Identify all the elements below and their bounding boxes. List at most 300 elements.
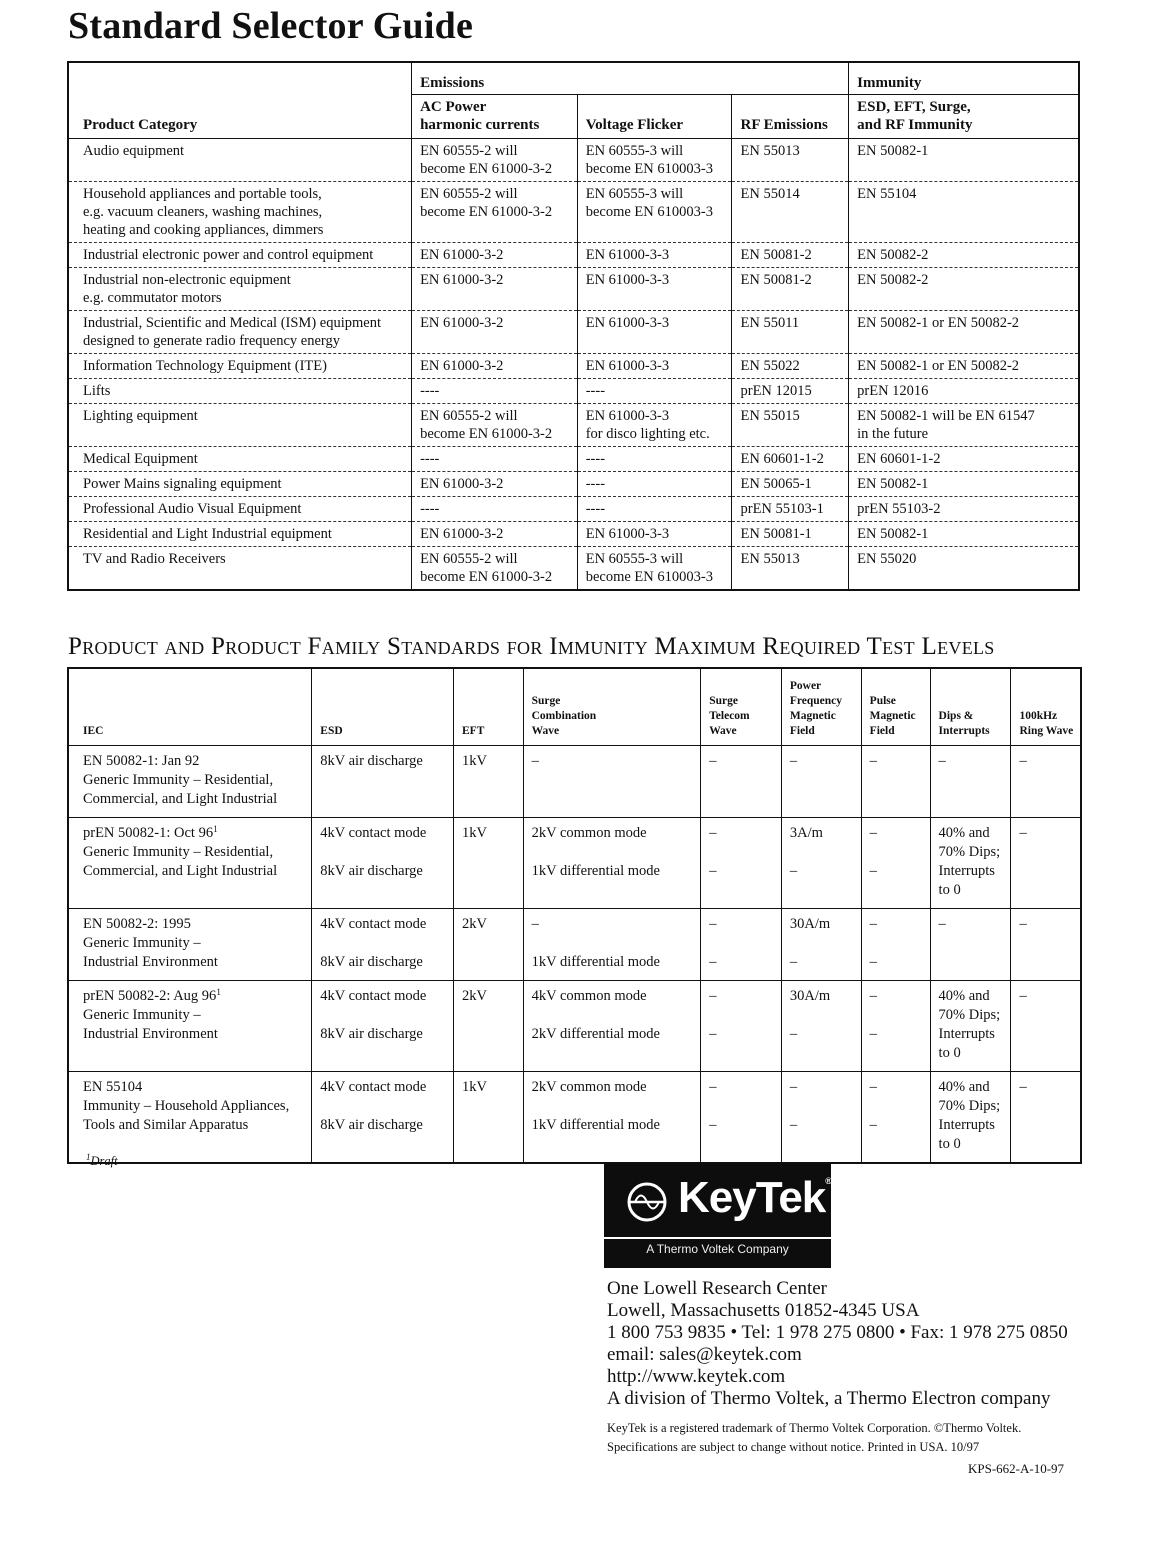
table-row bbox=[68, 243, 1079, 268]
esd-cell bbox=[312, 908, 454, 980]
cell-text: – bbox=[938, 752, 946, 769]
cell-text: EN 61000-3-3 bbox=[585, 526, 670, 542]
cell-text: EN 60555-3 will bbox=[585, 143, 684, 159]
header-text: Field bbox=[869, 724, 895, 737]
cell-text: Household appliances and portable tools, bbox=[83, 186, 322, 202]
dips-interrupts-cell bbox=[930, 817, 1011, 908]
header-text: Frequency bbox=[789, 694, 843, 707]
header-text: 100kHz bbox=[1019, 709, 1058, 722]
cell-text: to 0 bbox=[938, 1044, 961, 1061]
cell-text: 30A/m bbox=[789, 987, 831, 1004]
pulse-magnetic-header bbox=[861, 668, 930, 745]
cell-text: – bbox=[709, 987, 717, 1004]
cell-text: to 0 bbox=[938, 1135, 961, 1152]
table-row bbox=[68, 1071, 1081, 1163]
cell-text: 1kV bbox=[462, 752, 487, 769]
pulse-magnetic-cell bbox=[861, 817, 930, 908]
address-line: One Lowell Research Center bbox=[607, 1278, 827, 1299]
iec-standard-cell bbox=[68, 745, 312, 817]
magnetic-field-cell bbox=[781, 817, 861, 908]
cell-text: become EN 610003-3 bbox=[585, 204, 713, 220]
harmonic-currents-cell bbox=[412, 379, 578, 404]
spacer bbox=[532, 1006, 697, 1025]
immunity-cell bbox=[849, 182, 1079, 243]
spacer bbox=[790, 934, 857, 953]
cell-text: – bbox=[1019, 915, 1027, 932]
voltage-flicker-cell bbox=[577, 354, 732, 379]
cell-text: Medical Equipment bbox=[83, 451, 198, 467]
cell-text: – bbox=[869, 953, 877, 970]
harmonic-currents-cell bbox=[412, 139, 578, 182]
fine-print bbox=[607, 1419, 1021, 1457]
cell-text: Commercial, and Light Industrial bbox=[83, 790, 278, 807]
table-row bbox=[68, 404, 1079, 447]
magnetic-field-cell bbox=[781, 745, 861, 817]
cell-text: ---- bbox=[585, 501, 606, 517]
cell-text: Generic Immunity – Residential, bbox=[83, 771, 274, 788]
voltage-flicker-cell bbox=[577, 447, 732, 472]
cell-text: 2kV bbox=[462, 915, 487, 932]
cell-text: EN 61000-3-3 bbox=[585, 315, 670, 331]
cell-text: 40% and bbox=[938, 987, 990, 1004]
cell-text: EN 55104 bbox=[857, 186, 917, 202]
cell-text: become EN 610003-3 bbox=[585, 161, 713, 177]
harmonic-currents-cell bbox=[412, 182, 578, 243]
address-line: http://www.keytek.com bbox=[607, 1366, 786, 1387]
cell-text: become EN 61000-3-2 bbox=[420, 161, 553, 177]
cell-text: Industrial electronic power and control equipment bbox=[83, 247, 374, 263]
rf-emissions-header: RF Emissions bbox=[732, 95, 849, 139]
voltage-flicker-cell bbox=[577, 243, 732, 268]
keytek-emblem-icon bbox=[626, 1181, 668, 1223]
section-subtitle: Product and Product Family Standards for Immunity Maximum Required Test Levels bbox=[68, 633, 995, 660]
cell-text: become EN 61000-3-2 bbox=[420, 426, 553, 442]
cell-text: EN 55014 bbox=[740, 186, 800, 202]
table-row bbox=[68, 817, 1081, 908]
surge-telecom-cell bbox=[701, 908, 782, 980]
cell-text: Interrupts bbox=[938, 1025, 995, 1042]
cell-text: EN 61000-3-3 bbox=[585, 272, 670, 288]
product-category-cell bbox=[68, 268, 412, 311]
surge-telecom-header bbox=[701, 668, 782, 745]
cell-text: Lighting equipment bbox=[83, 408, 198, 424]
surge-combination-cell bbox=[523, 980, 701, 1071]
cell-text: 4kV contact mode bbox=[320, 1078, 427, 1095]
cell-text: Industrial, Scientific and Medical (ISM) equipment bbox=[83, 315, 381, 331]
ring-wave-cell bbox=[1011, 817, 1081, 908]
spacer bbox=[709, 843, 777, 862]
ring-wave-cell bbox=[1011, 745, 1081, 817]
footnote-marker: 1 bbox=[216, 986, 221, 997]
spacer bbox=[709, 1097, 777, 1116]
cell-text: – bbox=[869, 824, 877, 841]
cell-text: ---- bbox=[585, 451, 606, 467]
cell-text: – bbox=[789, 752, 798, 769]
cell-text: e.g. vacuum cleaners, washing machines, bbox=[83, 204, 323, 220]
voltage-flicker-cell bbox=[577, 379, 732, 404]
pulse-magnetic-cell bbox=[861, 745, 930, 817]
cell-text: EN 50082-2: 1995 bbox=[83, 915, 191, 932]
cell-text: EN 55020 bbox=[857, 551, 917, 567]
surge-combination-cell bbox=[523, 817, 701, 908]
cell-text: 70% Dips; bbox=[938, 1097, 1001, 1114]
cell-text: EN 61000-3-2 bbox=[420, 358, 504, 374]
header-text: Magnetic bbox=[869, 709, 916, 722]
power-frequency-magnetic-header bbox=[781, 668, 861, 745]
immunity-cell bbox=[849, 379, 1079, 404]
header-text: Telecom bbox=[709, 709, 750, 722]
cell-text: EN 50082-2 bbox=[857, 247, 929, 263]
spacer bbox=[532, 934, 697, 953]
spacer bbox=[320, 934, 449, 953]
cell-text: ---- bbox=[420, 501, 440, 517]
draft-footnote: $^1$Draft bbox=[86, 1152, 118, 1168]
table-row bbox=[68, 354, 1079, 379]
header-text: Dips & bbox=[938, 709, 974, 722]
harmonic-currents-cell bbox=[412, 311, 578, 354]
ring-wave-header bbox=[1011, 668, 1081, 745]
logo-divider bbox=[604, 1237, 831, 1239]
rf-emissions-cell bbox=[732, 354, 849, 379]
table2-header-row bbox=[68, 668, 1081, 745]
voltage-flicker-cell bbox=[577, 182, 732, 243]
blank-header-cell bbox=[68, 62, 412, 95]
immunity-cell bbox=[849, 243, 1079, 268]
ac-power-header: AC Power harmonic currents bbox=[412, 95, 578, 139]
cell-text: designed to generate radio frequency energy bbox=[83, 333, 340, 349]
cell-text: Residential and Light Industrial equipment bbox=[83, 526, 332, 542]
footnote-marker: 1 bbox=[213, 823, 218, 834]
cell-text: EN 55015 bbox=[740, 408, 800, 424]
eft-cell bbox=[454, 817, 524, 908]
cell-text: EN 50082-1 bbox=[857, 526, 929, 542]
cell-text: 4kV contact mode bbox=[320, 824, 427, 841]
cell-text: – bbox=[1019, 824, 1027, 841]
cell-text: EN 60601-1-2 bbox=[857, 451, 941, 467]
immunity-cell bbox=[849, 311, 1079, 354]
table1-body bbox=[68, 139, 1079, 591]
eft-cell bbox=[454, 980, 524, 1071]
header-text: ESD bbox=[320, 724, 343, 737]
product-category-cell bbox=[68, 379, 412, 404]
rf-emissions-cell bbox=[732, 472, 849, 497]
harmonic-currents-cell bbox=[412, 404, 578, 447]
harmonic-currents-cell bbox=[412, 268, 578, 311]
immunity-cell bbox=[849, 354, 1079, 379]
spacer bbox=[320, 1097, 449, 1116]
surge-combination-cell bbox=[523, 745, 701, 817]
header-text: Interrupts bbox=[938, 724, 990, 737]
voltage-flicker-cell bbox=[577, 522, 732, 547]
cell-text: for disco lighting etc. bbox=[585, 426, 710, 442]
header-text: Power bbox=[789, 679, 822, 692]
cell-text: – bbox=[938, 915, 946, 932]
voltage-flicker-cell bbox=[577, 404, 732, 447]
cell-text: 4kV contact mode bbox=[320, 915, 427, 932]
cell-text: EN 55104 bbox=[83, 1078, 143, 1095]
magnetic-field-cell bbox=[781, 980, 861, 1071]
rf-emissions-cell bbox=[732, 243, 849, 268]
magnetic-field-cell bbox=[781, 1071, 861, 1163]
immunity-group-header: Immunity bbox=[849, 62, 1079, 95]
table-row bbox=[68, 447, 1079, 472]
cell-text: EN 61000-3-2 bbox=[420, 272, 504, 288]
immunity-cell bbox=[849, 522, 1079, 547]
spacer bbox=[320, 1006, 449, 1025]
cell-text: Generic Immunity – Residential, bbox=[83, 843, 274, 860]
cell-text: – bbox=[709, 915, 717, 932]
ring-wave-cell bbox=[1011, 1071, 1081, 1163]
cell-text: 70% Dips; bbox=[938, 1006, 1001, 1023]
rf-emissions-cell bbox=[732, 522, 849, 547]
surge-telecom-cell bbox=[701, 980, 782, 1071]
cell-text: – bbox=[709, 862, 717, 879]
cell-text: ---- bbox=[420, 383, 440, 399]
cell-text: 8kV air discharge bbox=[320, 862, 423, 879]
cell-text: Professional Audio Visual Equipment bbox=[83, 501, 302, 517]
cell-text: 4kV contact mode bbox=[320, 987, 427, 1004]
product-category-cell bbox=[68, 139, 412, 182]
cell-text: Lifts bbox=[83, 383, 111, 399]
cell-text: Interrupts bbox=[938, 1116, 995, 1133]
cell-text: Industrial Environment bbox=[83, 1025, 218, 1042]
iec-standard-cell bbox=[68, 817, 312, 908]
cell-text: in the future bbox=[857, 426, 929, 442]
cell-text: – bbox=[789, 862, 798, 879]
cell-text: – bbox=[789, 953, 798, 970]
pulse-magnetic-cell bbox=[861, 980, 930, 1071]
immunity-cell bbox=[849, 547, 1079, 591]
table-row bbox=[68, 182, 1079, 243]
cell-text: – bbox=[869, 1116, 877, 1133]
fine-print-line: Specifications are subject to change without notice. Printed in USA. 10/97 bbox=[607, 1440, 980, 1454]
immunity-cell bbox=[849, 404, 1079, 447]
table-row bbox=[68, 139, 1079, 182]
address-line: Lowell, Massachusetts 01852-4345 USA bbox=[607, 1300, 920, 1321]
esd-cell bbox=[312, 745, 454, 817]
harmonic-currents-cell bbox=[412, 447, 578, 472]
address-line: email: sales@keytek.com bbox=[607, 1344, 802, 1365]
address-line: 1 800 753 9835 • Tel: 1 978 275 0800 • Fax: 1 978 275 0850 bbox=[607, 1322, 1068, 1343]
fine-print-line: KeyTek is a registered trademark of Thermo Voltek Corporation. ©Thermo Voltek. bbox=[607, 1421, 1022, 1435]
harmonic-currents-cell bbox=[412, 547, 578, 591]
cell-text: ---- bbox=[420, 451, 440, 467]
cell-text: – bbox=[869, 987, 877, 1004]
cell-text: e.g. commutator motors bbox=[83, 290, 222, 306]
cell-text: EN 55013 bbox=[740, 551, 800, 567]
cell-text: prEN 55103-1 bbox=[740, 501, 824, 517]
cell-text: EN 61000-3-2 bbox=[420, 315, 504, 331]
esd-cell bbox=[312, 817, 454, 908]
cell-text: 8kV air discharge bbox=[320, 1116, 423, 1133]
cell-text: – bbox=[531, 915, 539, 932]
rf-emissions-cell bbox=[732, 497, 849, 522]
voltage-flicker-cell bbox=[577, 547, 732, 591]
spacer bbox=[870, 1097, 926, 1116]
keytek-logo bbox=[604, 1163, 831, 1268]
surge-telecom-cell bbox=[701, 1071, 782, 1163]
pulse-magnetic-cell bbox=[861, 1071, 930, 1163]
dips-interrupts-cell bbox=[930, 908, 1011, 980]
cell-text: EN 61000-3-3 bbox=[585, 408, 670, 424]
cell-text: EN 50082-1 bbox=[857, 143, 929, 159]
product-category-cell bbox=[68, 472, 412, 497]
cell-text: – bbox=[869, 915, 877, 932]
product-category-cell bbox=[68, 497, 412, 522]
header-text: EFT bbox=[462, 724, 485, 737]
cell-text: become EN 610003-3 bbox=[585, 569, 713, 585]
cell-text: EN 61000-3-2 bbox=[420, 247, 504, 263]
iec-header bbox=[68, 668, 312, 745]
cell-text: Audio equipment bbox=[83, 143, 185, 159]
cell-text: EN 60555-3 will bbox=[585, 551, 684, 567]
page-title: Standard Selector Guide bbox=[68, 5, 474, 47]
product-category-cell bbox=[68, 243, 412, 268]
spacer bbox=[790, 843, 857, 862]
cell-text: EN 50081-2 bbox=[740, 272, 812, 288]
immunity-cell bbox=[849, 447, 1079, 472]
cell-text: 1kV bbox=[462, 1078, 487, 1095]
rf-emissions-cell bbox=[732, 182, 849, 243]
table-row bbox=[68, 311, 1079, 354]
cell-text: – bbox=[709, 953, 717, 970]
header-text: Ring Wave bbox=[1019, 724, 1074, 737]
cell-text: Industrial Environment bbox=[83, 953, 218, 970]
eft-cell bbox=[454, 1071, 524, 1163]
cell-text: 1kV bbox=[462, 824, 487, 841]
surge-telecom-cell bbox=[701, 817, 782, 908]
harmonic-currents-cell bbox=[412, 497, 578, 522]
table-row bbox=[68, 379, 1079, 404]
cell-text: 8kV air discharge bbox=[320, 953, 423, 970]
cell-text: 70% Dips; bbox=[938, 843, 1001, 860]
cell-text: Immunity – Household Appliances, bbox=[83, 1097, 290, 1114]
table-row bbox=[68, 908, 1081, 980]
table-row bbox=[68, 522, 1079, 547]
voltage-flicker-cell bbox=[577, 268, 732, 311]
logo-tagline: A Thermo Voltek Company bbox=[646, 1242, 789, 1256]
cell-text: EN 60555-2 will bbox=[420, 551, 518, 567]
cell-text: EN 55013 bbox=[740, 143, 800, 159]
header-text: Combination bbox=[531, 709, 597, 722]
table-row bbox=[68, 497, 1079, 522]
cell-text: 3A/m bbox=[789, 824, 823, 841]
cell-text: prEN 12016 bbox=[857, 383, 929, 399]
cell-text: 1kV differential mode bbox=[531, 1116, 660, 1133]
header-text: Wave bbox=[531, 724, 560, 737]
cell-text: prEN 50082-1: Oct $96^1$ bbox=[83, 823, 218, 841]
cell-text: 1kV differential mode bbox=[531, 862, 660, 879]
voltage-flicker-cell bbox=[577, 472, 732, 497]
table-row bbox=[68, 472, 1079, 497]
cell-text: 2kV differential mode bbox=[531, 1025, 660, 1042]
cell-text: 40% and bbox=[938, 1078, 990, 1095]
cell-text: EN 55022 bbox=[740, 358, 800, 374]
cell-text: ---- bbox=[585, 476, 606, 492]
spacer bbox=[532, 843, 697, 862]
rf-emissions-cell bbox=[732, 379, 849, 404]
cell-text: EN 61000-3-3 bbox=[585, 247, 670, 263]
surge-combination-cell bbox=[523, 908, 701, 980]
cell-text: 8kV air discharge bbox=[320, 752, 423, 769]
esd-cell bbox=[312, 1071, 454, 1163]
cell-text: – bbox=[789, 1025, 798, 1042]
rf-emissions-cell bbox=[732, 447, 849, 472]
surge-combination-header bbox=[523, 668, 701, 745]
cell-text: 30A/m bbox=[789, 915, 831, 932]
iec-standard-cell bbox=[68, 908, 312, 980]
cell-text: Generic Immunity – bbox=[83, 1006, 201, 1023]
cell-text: Industrial non-electronic equipment bbox=[83, 272, 291, 288]
cell-text: Information Technology Equipment (ITE) bbox=[83, 358, 327, 374]
immunity-test-levels-table bbox=[67, 667, 1082, 1164]
cell-text: Power Mains signaling equipment bbox=[83, 476, 282, 492]
iec-standard-cell bbox=[68, 980, 312, 1071]
cell-text: – bbox=[709, 1025, 717, 1042]
product-category-cell bbox=[68, 547, 412, 591]
rf-emissions-cell bbox=[732, 404, 849, 447]
spacer bbox=[532, 1097, 697, 1116]
cell-text: 4kV common mode bbox=[531, 987, 647, 1004]
rf-emissions-cell bbox=[732, 268, 849, 311]
cell-text: become EN 61000-3-2 bbox=[420, 569, 553, 585]
cell-text: EN 50065-1 bbox=[740, 476, 812, 492]
immunity-header: ESD, EFT, Surge, and RF Immunity bbox=[849, 95, 1079, 139]
cell-text: 2kV common mode bbox=[531, 1078, 647, 1095]
voltage-flicker-cell bbox=[577, 139, 732, 182]
emissions-group-header: Emissions bbox=[412, 62, 849, 95]
harmonic-currents-cell bbox=[412, 243, 578, 268]
spacer bbox=[870, 843, 926, 862]
cell-text: EN 60555-2 will bbox=[420, 143, 518, 159]
cell-text: – bbox=[1019, 1078, 1027, 1095]
cell-text: Generic Immunity – bbox=[83, 934, 201, 951]
cell-text: to 0 bbox=[938, 881, 961, 898]
cell-text: EN 61000-3-2 bbox=[420, 526, 504, 542]
cell-text: EN 50082-1 or EN 50082-2 bbox=[857, 358, 1020, 374]
header-text: Surge bbox=[531, 694, 561, 707]
standard-selector-table bbox=[67, 61, 1080, 591]
logo-wordmark: KeyTek® bbox=[678, 1173, 831, 1222]
pulse-magnetic-cell bbox=[861, 908, 930, 980]
cell-text: EN 50081-2 bbox=[740, 247, 812, 263]
dips-interrupts-cell bbox=[930, 1071, 1011, 1163]
cell-text: EN 50082-2 bbox=[857, 272, 929, 288]
cell-text: EN 60601-1-2 bbox=[740, 451, 824, 467]
esd-header bbox=[312, 668, 454, 745]
document-code: KPS-662-A-10-97 bbox=[968, 1461, 1065, 1476]
product-category-cell bbox=[68, 447, 412, 472]
product-category-cell bbox=[68, 404, 412, 447]
cell-text: prEN 12015 bbox=[740, 383, 812, 399]
cell-text: Interrupts bbox=[938, 862, 995, 879]
dips-interrupts-cell bbox=[930, 980, 1011, 1071]
cell-text: – bbox=[709, 752, 717, 769]
header-text: Surge bbox=[709, 694, 738, 707]
cell-text: – bbox=[709, 824, 717, 841]
dips-interrupts-header bbox=[930, 668, 1011, 745]
cell-text: – bbox=[1019, 987, 1027, 1004]
cell-text: TV and Radio Receivers bbox=[83, 551, 226, 567]
cell-text: EN 50082-1 or EN 50082-2 bbox=[857, 315, 1020, 331]
spacer bbox=[709, 934, 777, 953]
rf-emissions-cell bbox=[732, 311, 849, 354]
spacer bbox=[709, 1006, 777, 1025]
spacer bbox=[870, 1006, 926, 1025]
cell-text: EN 50082-1 will be EN 61547 bbox=[857, 408, 1035, 424]
cell-text: 2kV bbox=[462, 987, 487, 1004]
eft-header bbox=[454, 668, 524, 745]
